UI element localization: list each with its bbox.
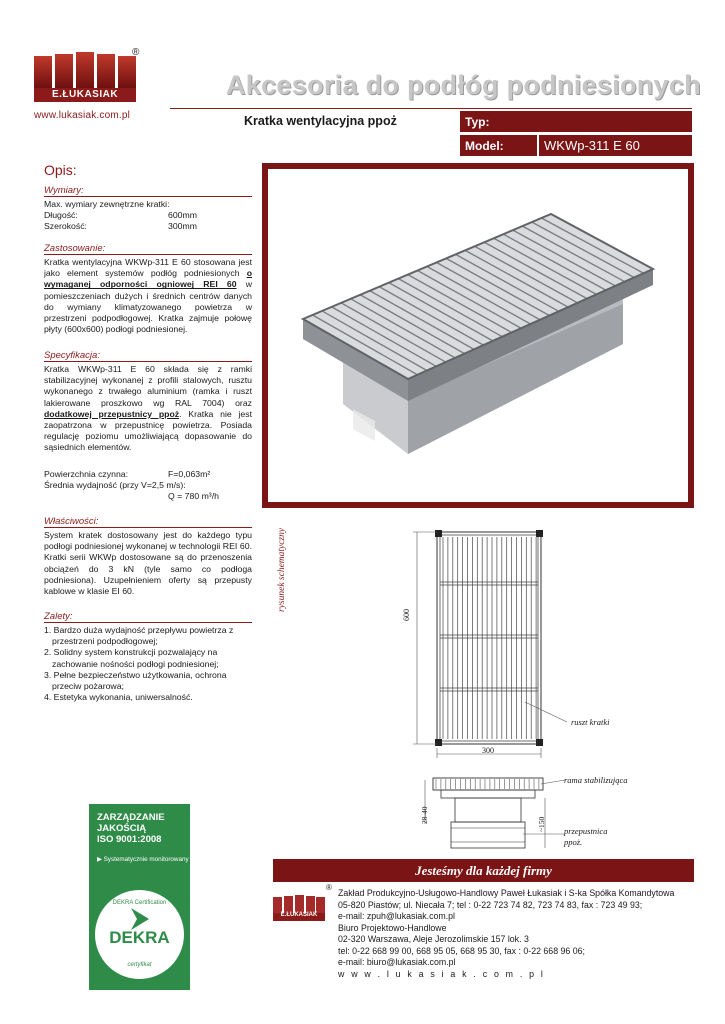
application-text-emphasis: o wymaganej odporności ogniowej REI 60 <box>44 268 252 290</box>
dimension-length: 600 <box>402 609 411 621</box>
label-damper-line: ppoż. <box>564 837 583 847</box>
section-divider <box>44 622 252 623</box>
footer-logo-text: E.ŁUKASIAK <box>280 912 318 918</box>
section-heading-specification: Specyfikacja: <box>44 350 100 361</box>
section-divider <box>44 361 252 362</box>
footer-logo <box>273 894 325 921</box>
dimension-row <box>44 221 252 232</box>
section-heading-advantages: Zalety: <box>44 611 73 622</box>
product-photo <box>268 169 688 502</box>
certificate-line: JAKOŚCIĄ <box>97 823 147 834</box>
application-text-part: w pomieszczeniach dużych i średnich centrów danych do wymiany klimatyzowanego powietrza w przestrzeni podpodłogowej. Kratka zajmuje połowę płyty (600x600) podłogi podniesionej. <box>44 279 253 335</box>
registered-mark: ® <box>132 47 140 58</box>
specification-text-part: Kratka WKWp-311 E 60 składa się z ramki stabilizacyjnej wykonanej z profili stalowych, rusztu wykonanego z trwałego aluminium (ramka i ruszt lakierowane proszkowo wg RAL 7004) oraz <box>44 364 252 408</box>
section-heading-dimensions: Wymiary: <box>44 185 84 196</box>
description-title: Opis: <box>44 162 77 178</box>
product-name: Kratka wentylacyjna ppoż <box>244 114 397 128</box>
certificate-line: ZARZĄDZANIE <box>97 812 165 823</box>
seal-text-bottom: certyfikat <box>127 962 152 968</box>
label-frame: rama stabilizująca <box>564 775 628 785</box>
list-item: 3. Pełne bezpieczeństwo użytkowania, ochrona przeciw pożarowa; <box>44 669 227 692</box>
specification-text-emphasis: dodatkowej przepustnicy ppoż <box>44 408 180 419</box>
slogan-banner: Jesteśmy dla każdej firmy <box>273 859 694 882</box>
iso-certificate-badge <box>89 804 190 990</box>
contact-email[interactable]: e-mail: biuro@lukasiak.com.pl <box>338 957 456 967</box>
dekra-seal <box>95 890 184 979</box>
label-level: 28-40 <box>420 806 429 824</box>
dimension-row <box>44 210 252 221</box>
seal-text-top: DEKRA Certification <box>112 900 167 906</box>
section-divider <box>44 527 252 528</box>
contact-line: 05-820 Piastów; ul. Niecała 7; tel : 0-22 723 74 82, 723 74 83, fax : 723 49 93; <box>338 899 643 910</box>
contact-email[interactable]: e-mail: zpuh@lukasiak.com.pl <box>338 911 455 921</box>
section-divider <box>44 254 252 255</box>
section-divider <box>44 196 252 197</box>
dimension-value: 300mm <box>168 221 197 232</box>
certificate-line: ISO 9001:2008 <box>97 834 162 845</box>
company-contact <box>338 888 674 980</box>
section-heading-application: Zastosowanie: <box>44 243 106 254</box>
certificate-title <box>97 812 165 845</box>
flow-value: Q = 780 m³/h <box>168 491 219 502</box>
specification-text <box>44 364 252 454</box>
advantages-list <box>44 625 252 703</box>
footer-website-link[interactable]: w w w . l u k a s i a k . c o m . p l <box>338 968 546 979</box>
label-grate: ruszt kratki <box>571 717 610 727</box>
label-depth: ~150 <box>537 816 546 832</box>
dimensions-intro: Max. wymiary zewnętrzne kratki: <box>44 199 170 209</box>
dimension-label: Długość: <box>44 210 78 221</box>
logo-text: E.ŁUKASIAK <box>51 89 119 100</box>
contact-line: 02-320 Warszawa, Aleje Jerozolimskie 157 lok. 3 <box>338 934 529 944</box>
schematic-label: rysunek schematyczny <box>277 527 287 612</box>
properties-text: System kratek dostosowany jest do każdego typu podłogi podniesionej wykonanej w technologii REI 60. Kratki serii WKWp dostosowane są do przenoszenia obciążeń do 3 kN (tyle samo co podłoga podniesiona). Uzupełnieniem oferty są przepusty kablowe w klasie EI 60. <box>44 530 252 597</box>
schematic-drawing <box>395 522 655 857</box>
specification-values <box>44 469 252 503</box>
dimension-width: 300 <box>482 746 494 755</box>
product-photo-frame <box>262 163 694 508</box>
application-text-part: Kratka wentylacyjna WKWp-311 E 60 stosowana jest jako element systemów podłóg podniesionych <box>44 257 252 279</box>
application-text <box>44 257 252 335</box>
dimensions-block <box>44 199 252 233</box>
certificate-subtitle: ▶ Systematycznie monitorowany <box>97 856 189 863</box>
surface-label: Powierzchnia czynna: <box>44 469 129 479</box>
dekra-brand: DEKRA <box>109 928 170 947</box>
list-item: 4. Estetyka wykonania, uniwersalność. <box>44 692 193 703</box>
section-heading-properties: Właściwości: <box>44 516 99 527</box>
contact-line: tel: 0-22 668 99 00, 668 95 05, 668 95 30, fax : 0-22 668 96 06; <box>338 945 585 956</box>
model-value: WKWp-311 E 60 <box>539 135 692 156</box>
dekra-arrow-icon <box>127 908 151 930</box>
company-logo <box>34 50 136 102</box>
type-label: Typ: <box>460 111 692 132</box>
list-item: 2. Solidny system konstrukcji pozwalający na zachowanie nośności podłogi podniesionej; <box>44 647 219 669</box>
model-label: Model: <box>460 135 537 156</box>
contact-line: Zakład Produkcyjno-Usługowo-Handlowy Paweł Łukasiak i S-ka Spółka Komandytowa <box>338 888 675 898</box>
website-link[interactable]: www.lukasiak.com.pl <box>34 110 131 121</box>
surface-value: F=0,063m² <box>168 469 211 479</box>
registered-mark: ® <box>326 883 332 892</box>
dimension-label: Szerokość: <box>44 221 87 232</box>
dimension-value: 600mm <box>168 210 197 221</box>
page-title: Akcesoria do podłóg podniesionych <box>226 70 701 100</box>
contact-line: Biuro Projektowo-Handlowe <box>338 922 447 933</box>
header-divider <box>170 108 692 109</box>
flow-label: Średnia wydajność (przy V=2,5 m/s): <box>44 480 186 491</box>
list-item: 1. Bardzo duża wydajność przepływu powietrza z przestrzeni podpodłogowej; <box>44 625 234 647</box>
label-damper-line: przepustnica <box>564 826 608 836</box>
label-damper <box>564 826 607 848</box>
specification-text-part: . Kratka nie jest zaopatrzona w przepustnicę powietrza. Posiada regulację poziomu umożliwiającą dopasowanie do sąsiednich elementów. <box>44 408 252 453</box>
